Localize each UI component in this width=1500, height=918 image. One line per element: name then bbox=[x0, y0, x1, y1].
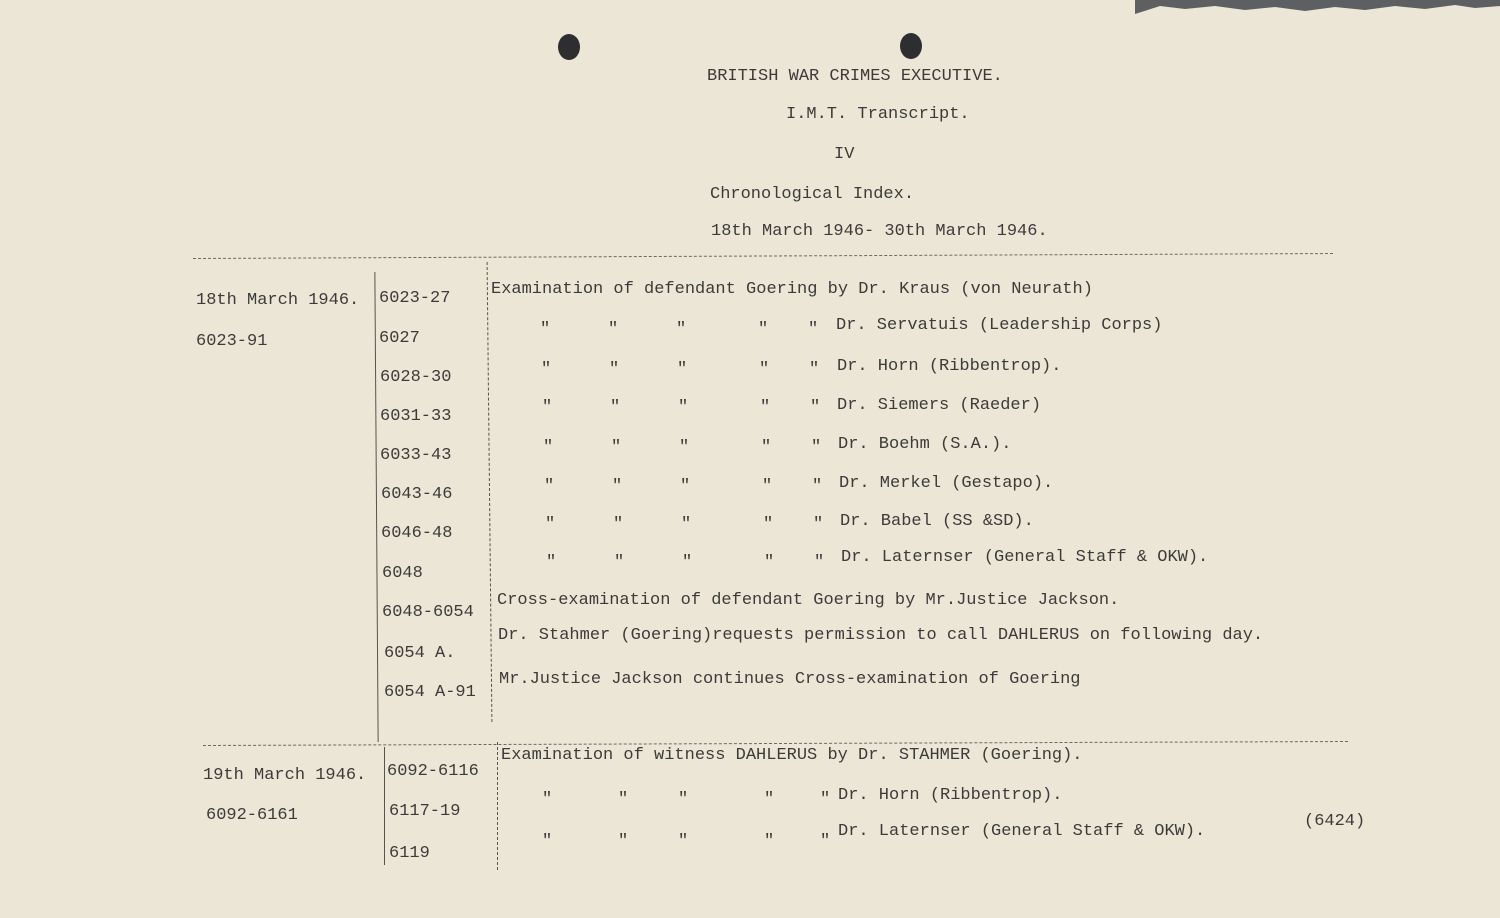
entry-text: Dr. Merkel (Gestapo). bbox=[839, 474, 1054, 493]
entry-pages: 6048 bbox=[382, 564, 423, 583]
entry-text: Mr.Justice Jackson continues Cross-examination of Goering bbox=[499, 670, 1081, 689]
section-date: 18th March 1946. bbox=[196, 291, 360, 310]
column-rule-text bbox=[487, 262, 493, 722]
punch-hole-left bbox=[558, 34, 580, 60]
divider-top bbox=[193, 253, 1333, 259]
entry-pages: 6054 A-91 bbox=[384, 683, 476, 702]
entry-pages: 6054 A. bbox=[384, 644, 456, 663]
entry-pages: 6033-43 bbox=[380, 446, 452, 465]
entry-pages: 6043-46 bbox=[381, 485, 453, 504]
entry-pages: 6048-6054 bbox=[382, 603, 474, 622]
entry-text: Dr. Horn (Ribbentrop). bbox=[838, 786, 1063, 805]
entry-text: Dr. Laternser (General Staff & OKW). bbox=[838, 822, 1206, 841]
punch-hole-right bbox=[900, 33, 922, 59]
page-number: (6424) bbox=[1304, 812, 1366, 831]
column-rule-text-2 bbox=[497, 742, 498, 870]
entry-text: Dr. Laternser (General Staff & OKW). bbox=[841, 548, 1209, 567]
entry-text: Dr. Horn (Ribbentrop). bbox=[837, 357, 1062, 376]
entry-pages: 6031-33 bbox=[380, 407, 452, 426]
entry-text: Dr. Siemers (Raeder) bbox=[837, 396, 1042, 415]
document-page: BRITISH WAR CRIMES EXECUTIVE. I.M.T. Transcript. IV Chronological Index. 18th March 1946- 30th March 1946. 18th March 1946. 6023-91 6023-27 Examination of defendant Goering by Dr. Kraus (von Neurath) 6027 " " " " " Dr. Servatuis (Leadership Corps) 6028-30 " " " " " Dr. Horn (Ribbentrop). 6031-33 " " " " " Dr. Siemers (Raeder) 6033-43 " " " " " Dr. Boehm (S.A.). 6043-46 " " " " " Dr. Merkel (Gestapo). 6046-48 " " " " " Dr. Babel (SS &SD). 6048 " " " " " Dr. Laternser (General Staff & OKW). 6048-6054 Cross-examination of defendant Goering by Mr.Justice Jackson. 6054 A. Dr. Stahmer (Goering)requests permission to call DAHLERUS on following day. 6054 A-91 Mr.Justice Jackson continues Cross-examination of Goering 19th March 1946. 6092-6161 6092-6116 Examination of witness DAHLERUS by Dr. STAHMER (Goering). 6117-19 " " " " " Dr. Horn (Ribbentrop). 6119 " " " " " Dr. Laternser (General Staff & OKW). (6424) bbox=[0, 0, 1500, 918]
entry-pages: 6092-6116 bbox=[387, 762, 479, 781]
transcript-subtitle: I.M.T. Transcript. bbox=[786, 105, 970, 124]
section-date: 19th March 1946. bbox=[203, 766, 367, 785]
column-rule-dates bbox=[374, 272, 378, 742]
section-page-range: 6092-6161 bbox=[206, 806, 298, 825]
entry-text: Dr. Stahmer (Goering)requests permission to call DAHLERUS on following day. bbox=[498, 626, 1264, 645]
entry-text: Dr. Servatuis (Leadership Corps) bbox=[836, 316, 1163, 335]
column-rule-dates-2 bbox=[384, 747, 385, 865]
entry-pages: 6119 bbox=[389, 844, 430, 863]
entry-text: Dr. Boehm (S.A.). bbox=[838, 435, 1012, 454]
date-range: 18th March 1946- 30th March 1946. bbox=[711, 222, 1048, 241]
entry-pages: 6117-19 bbox=[389, 802, 461, 821]
entry-pages: 6027 bbox=[379, 329, 420, 348]
entry-text: Examination of defendant Goering by Dr. Kraus (von Neurath) bbox=[491, 280, 1093, 299]
entry-pages: 6046-48 bbox=[381, 524, 453, 543]
index-title: Chronological Index. bbox=[710, 185, 915, 204]
entry-text: Dr. Babel (SS &SD). bbox=[840, 512, 1034, 531]
entry-text: Cross-examination of defendant Goering by Mr.Justice Jackson. bbox=[497, 591, 1120, 610]
org-title: BRITISH WAR CRIMES EXECUTIVE. bbox=[707, 67, 1003, 86]
torn-edge bbox=[1135, 0, 1500, 14]
entry-text: Examination of witness DAHLERUS by Dr. STAHMER (Goering). bbox=[501, 746, 1083, 765]
entry-pages: 6028-30 bbox=[380, 368, 452, 387]
section-page-range: 6023-91 bbox=[196, 332, 268, 351]
volume-number: IV bbox=[834, 145, 855, 164]
entry-pages: 6023-27 bbox=[379, 289, 451, 308]
